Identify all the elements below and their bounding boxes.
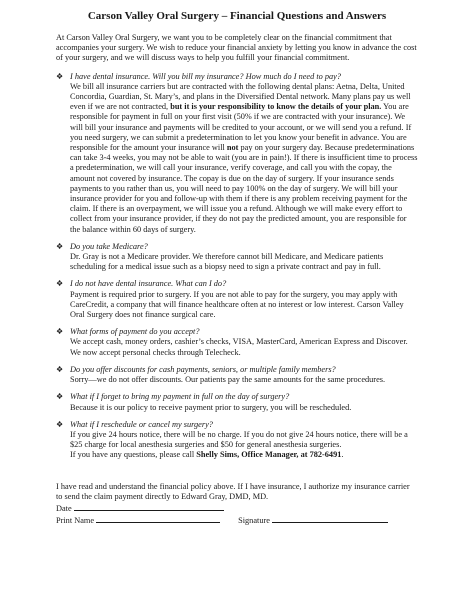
- answer-insurance-part1: We bill all insurance carriers but are contracted with the following dental plans: Aetna, Delta, United Concordia, Guardian, St. Mary’s, and plans in the Diversified Dental network. Many plans pay us well even if we are not contracted,: [70, 81, 411, 112]
- contact-suffix: .: [341, 450, 344, 460]
- diamond-bullet-icon: ❖: [56, 71, 64, 81]
- diamond-bullet-icon: ❖: [56, 241, 64, 251]
- answer-forget-payment: Because it is our policy to receive payment prior to surgery, you will be rescheduled.: [70, 402, 352, 412]
- answer-insurance-part2: You are responsible for payment in full on your first visit (50% if we are contracted with your insurance). We will bill your insurance and payments will be credited to your account, or we will send you a refund. If you need surgery, we can submit a predetermination to let you know your benefit in advance. You are responsible for the amount your insurance will: [70, 102, 412, 153]
- contact-line: [70, 450, 418, 460]
- qa-payment-forms: [56, 327, 418, 358]
- answer-payment-forms: We accept cash, money orders, cashier’s checks, VISA, MasterCard, American Express and Discover. We now accept personal checks through Telecheck.: [70, 337, 408, 357]
- qa-discounts: [56, 365, 418, 385]
- question-reschedule: What if I reschedule or cancel my surgery?: [70, 419, 213, 429]
- diamond-bullet-icon: ❖: [56, 364, 64, 374]
- question-discounts: Do you offer discounts for cash payments, seniors, or multiple family members?: [70, 364, 336, 374]
- answer-insurance-not: not: [226, 143, 239, 153]
- date-row: [56, 502, 418, 514]
- qa-reschedule: [56, 420, 418, 461]
- intro-paragraph: At Carson Valley Oral Surgery, we want you to be completely clear on the financial commitment that accompanies your surgery. We wish to reduce your financial anxiety by letting you know in advance the cost of your surgery, and we will discuss ways to help you fulfill your financial commitment.: [56, 33, 417, 63]
- answer-insurance: [70, 82, 418, 235]
- question-forget-payment: What if I forget to bring my payment in full on the day of surgery?: [70, 392, 290, 402]
- question-insurance: I have dental insurance. Will you bill my insurance? How much do I need to pay?: [70, 71, 341, 81]
- question-medicare: Do you take Medicare?: [70, 241, 148, 251]
- answer-insurance-emphasis: but it is your responsibility to know the details of your plan.: [170, 102, 382, 112]
- diamond-bullet-icon: ❖: [56, 392, 64, 402]
- qa-no-insurance: [56, 279, 418, 320]
- print-name-field[interactable]: [96, 514, 220, 523]
- answer-reschedule: If you give 24 hours notice, there will be no charge. If you do not give 24 hours notice, there will be a $25 charge for local anesthesia surgeries and $50 for general anesthesia surgeries.: [70, 429, 408, 450]
- diamond-bullet-icon: ❖: [56, 419, 64, 429]
- diamond-bullet-icon: ❖: [56, 279, 64, 289]
- authorization-statement: I have read and understand the financial policy above. If I have insurance, I authorize my insurance carrier to send the claim payment directly to Edward Gray, DMD, MD.: [56, 481, 410, 501]
- answer-no-insurance: Payment is required prior to surgery. If you are not able to pay for the surgery, you may apply with CareCredit, a company that will finance healthcare often at no interest or low interest. Carson Valley Oral Surgery does not finance surgical care.: [70, 289, 404, 320]
- question-payment-forms: What forms of payment do you accept?: [70, 327, 200, 337]
- diamond-bullet-icon: ❖: [56, 327, 64, 337]
- question-no-insurance: I do not have dental insurance. What can I do?: [70, 279, 227, 289]
- authorization-section: [56, 482, 418, 527]
- document-title: Carson Valley Oral Surgery – Financial Questions and Answers: [87, 10, 387, 22]
- qa-forget-payment: [56, 392, 418, 412]
- print-name-label: Print Name: [56, 516, 95, 526]
- answer-insurance-part3: pay on your surgery day. Because predeterminations can take 3-4 weeks, you may not be able to wait (you are in pain!). If there is insufficient time to process a predetermination, we will call your insurance, verify coverage, and call you with the copay, the amount not covered by insurance. The copay is due on the day of surgery. If your insurance sends payments to you rather than us, you will need to pay 100% on the day of surgery. We will bill your insurance provider for you and follow-up with them if there is any problem receiving payment for the claim. If there is an overpayment, we will issue you a refund. Although we will make every effort to collect from your insurance provider, if they do not pay the predicted amount, you are responsible for the balance within 60 days of surgery.: [70, 143, 418, 234]
- qa-medicare: [56, 242, 418, 273]
- date-label: Date: [56, 503, 72, 513]
- qa-insurance: [56, 72, 418, 235]
- date-field[interactable]: [74, 502, 224, 511]
- signature-label: Signature: [238, 516, 270, 526]
- office-manager-contact: Shelly Sims, Office Manager, at 782-6491: [196, 450, 342, 460]
- signature-row: [56, 514, 418, 526]
- signature-field[interactable]: [272, 514, 388, 523]
- contact-prefix: If you have any questions, please call: [70, 450, 197, 460]
- answer-medicare: Dr. Gray is not a Medicare provider. We therefore cannot bill Medicare, and Medicare patients scheduling for a medical issue such as a biopsy need to sign a private contract and pay in full.: [70, 252, 384, 272]
- answer-discounts: Sorry—we do not offer discounts. Our patients pay the same amounts for the same procedures.: [70, 375, 386, 385]
